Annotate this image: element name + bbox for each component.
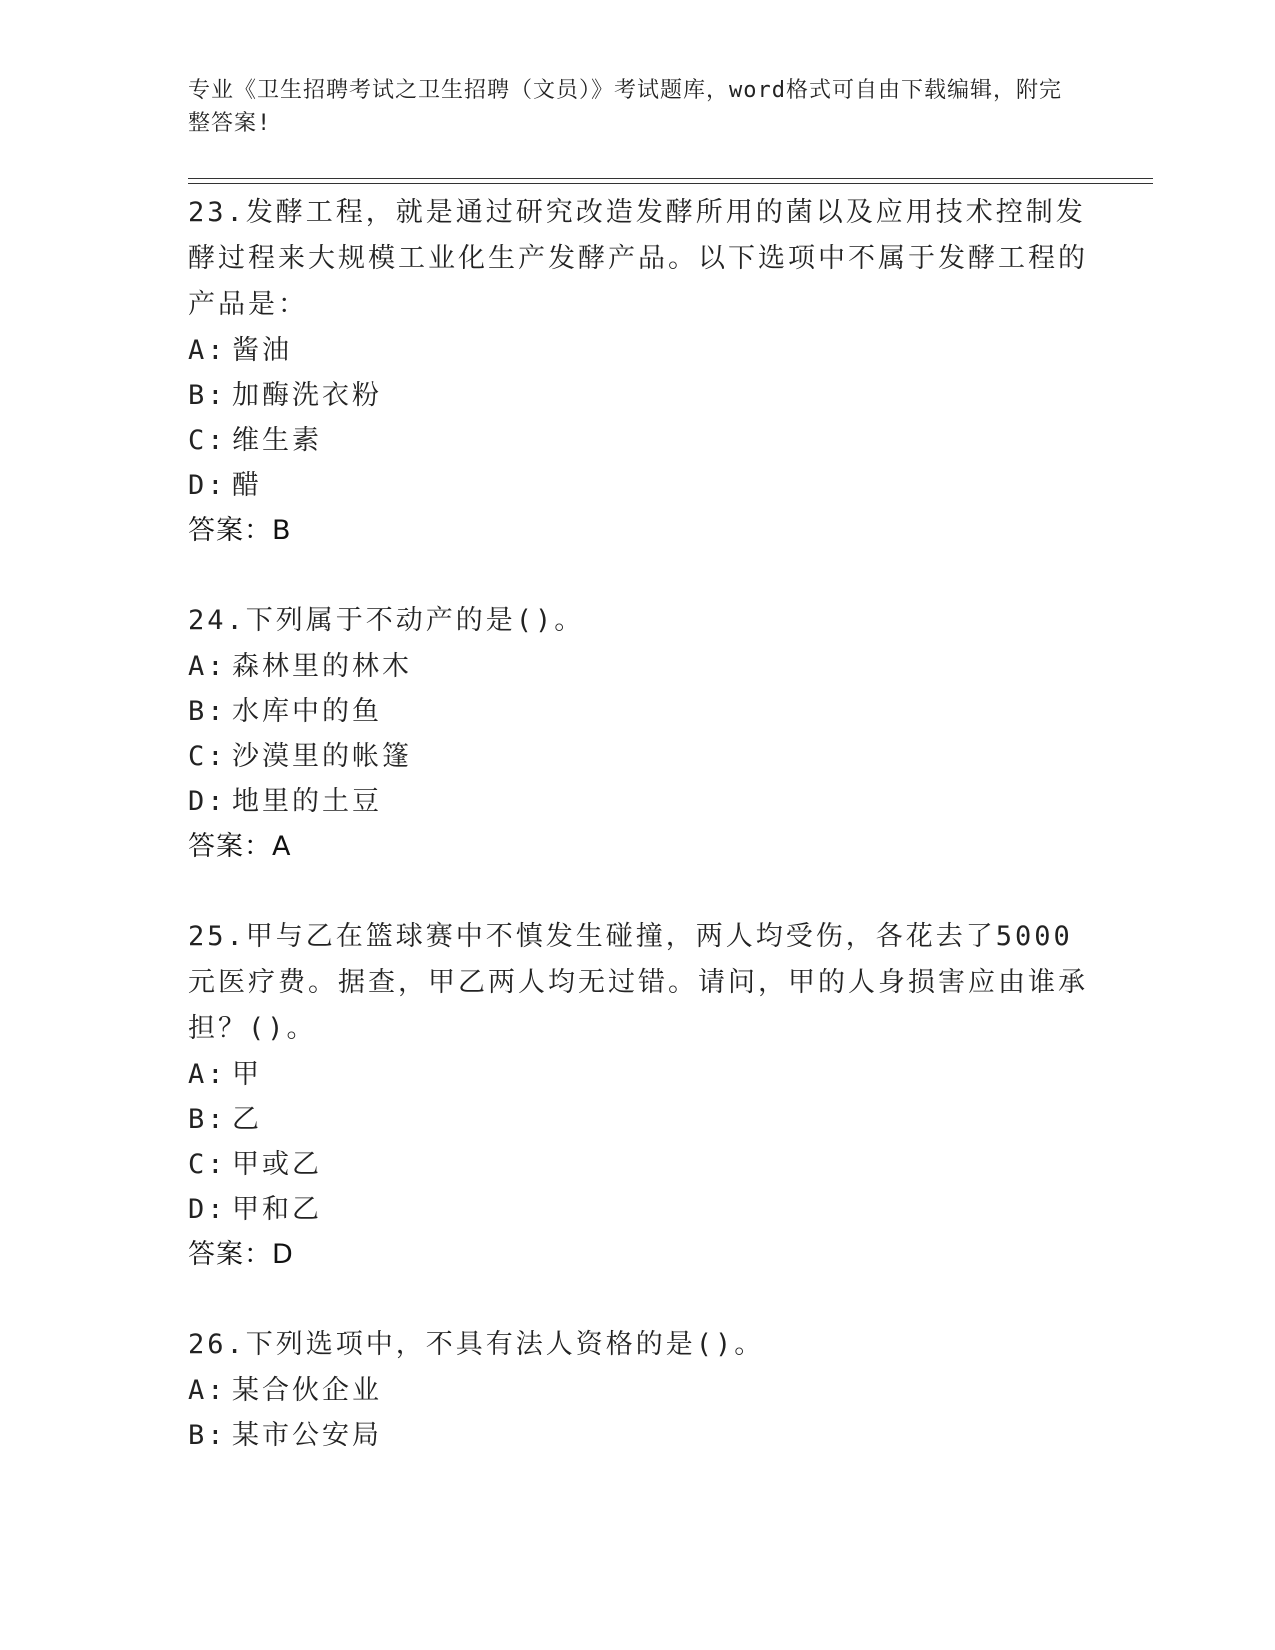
option-key: B: bbox=[188, 1420, 227, 1451]
option-text: 沙漠里的帐篷 bbox=[232, 741, 412, 772]
answer-line: 答案：D bbox=[188, 1239, 294, 1270]
option-key: A: bbox=[188, 1375, 227, 1406]
option-c bbox=[188, 418, 1088, 463]
option-key: C: bbox=[188, 741, 227, 772]
option-key: B: bbox=[188, 380, 227, 411]
option-text: 醋 bbox=[232, 470, 262, 501]
question-stem: 26.下列选项中，不具有法人资格的是()。 bbox=[188, 1329, 765, 1360]
answer-line: 答案：A bbox=[188, 831, 292, 862]
option-key: B: bbox=[188, 1104, 227, 1135]
header-divider-top bbox=[188, 178, 1153, 179]
option-key: D: bbox=[188, 786, 227, 817]
question-stem: 24.下列属于不动产的是()。 bbox=[188, 605, 585, 636]
option-key: D: bbox=[188, 1194, 227, 1225]
option-b bbox=[188, 1097, 1088, 1142]
option-text: 乙 bbox=[232, 1104, 262, 1135]
option-text: 某市公安局 bbox=[232, 1420, 382, 1451]
option-text: 某合伙企业 bbox=[232, 1375, 382, 1406]
option-key: A: bbox=[188, 1059, 227, 1090]
option-key: A: bbox=[188, 651, 227, 682]
question-26 bbox=[188, 1322, 1088, 1458]
option-d bbox=[188, 463, 1088, 508]
question-stem: 23.发酵工程，就是通过研究改造发酵所用的菌以及应用技术控制发酵过程来大规模工业化生产发酵产品。以下选项中不属于发酵工程的产品是： bbox=[188, 197, 1088, 320]
option-a bbox=[188, 1052, 1088, 1097]
option-text: 维生素 bbox=[232, 425, 322, 456]
option-text: 甲或乙 bbox=[232, 1149, 322, 1180]
header-divider-bottom bbox=[188, 183, 1153, 184]
option-text: 地里的土豆 bbox=[232, 786, 382, 817]
option-text: 水库中的鱼 bbox=[232, 696, 382, 727]
option-b bbox=[188, 1413, 1088, 1458]
option-c bbox=[188, 1142, 1088, 1187]
option-a bbox=[188, 1368, 1088, 1413]
document-header: 专业《卫生招聘考试之卫生招聘（文员）》考试题库，word格式可自由下载编辑，附完整答案! bbox=[188, 78, 1062, 136]
option-b bbox=[188, 689, 1088, 734]
option-key: C: bbox=[188, 1149, 227, 1180]
option-d bbox=[188, 779, 1088, 824]
question-24 bbox=[188, 598, 1088, 870]
option-text: 甲 bbox=[232, 1059, 262, 1090]
option-a bbox=[188, 644, 1088, 689]
question-25 bbox=[188, 914, 1088, 1278]
option-text: 酱油 bbox=[232, 335, 292, 366]
answer-line: 答案：B bbox=[188, 515, 292, 546]
option-b bbox=[188, 373, 1088, 418]
question-stem: 25.甲与乙在篮球赛中不慎发生碰撞，两人均受伤，各花去了5000元医疗费。据查，甲乙两人均无过错。请问，甲的人身损害应由谁承担？()。 bbox=[188, 921, 1088, 1044]
option-text: 森林里的林木 bbox=[232, 651, 412, 682]
option-d bbox=[188, 1187, 1088, 1232]
question-list bbox=[188, 190, 1088, 1502]
option-c bbox=[188, 734, 1088, 779]
option-key: D: bbox=[188, 470, 227, 501]
question-23 bbox=[188, 190, 1088, 554]
option-text: 甲和乙 bbox=[232, 1194, 322, 1225]
option-key: C: bbox=[188, 425, 227, 456]
option-text: 加酶洗衣粉 bbox=[232, 380, 382, 411]
option-a bbox=[188, 328, 1088, 373]
option-key: A: bbox=[188, 335, 227, 366]
option-key: B: bbox=[188, 696, 227, 727]
